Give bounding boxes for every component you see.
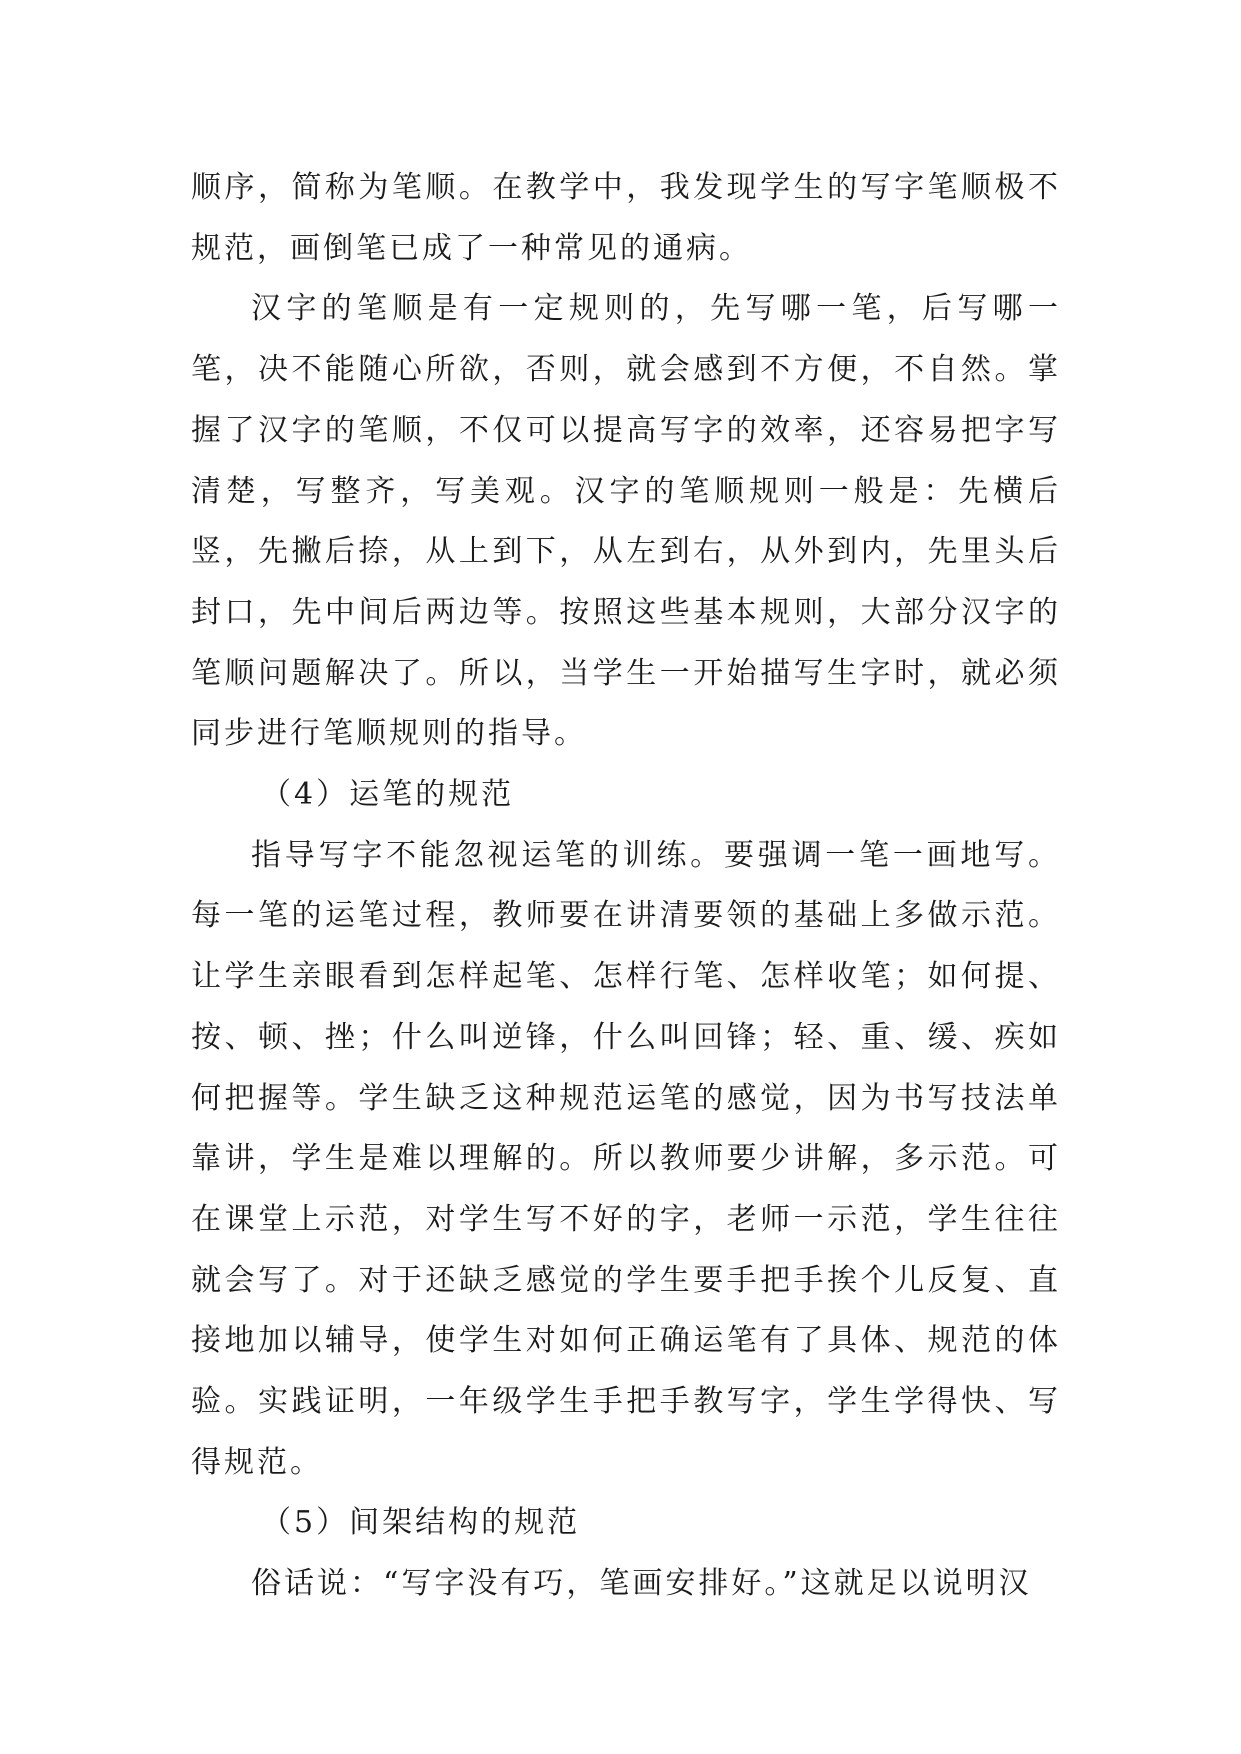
section-heading-5: （5）间架结构的规范 (261, 1505, 581, 1541)
paragraph-brush-technique: 指导写字不能忽视运笔的训练。要强调一笔一画地写。每一笔的运笔过程，教师要在讲清要领的基础上多做示范。让学生亲眼看到怎样起笔、怎样行笔、怎样收笔；如何提、按、顿、挫；什么叫逆锋，什么叫回锋；轻、重、缓、疾如何把握等。学生缺乏这种规范运笔的感觉，因为书写技法单靠讲，学生是难以理解的。所以教师要少讲解，多示范。可在课堂上示范，对学生写不好的字，老师一示范，学生往往就会写了。对于还缺乏感觉的学生要手把手挨个儿反复、直接地加以辅导，使学生对如何正确运笔有了具体、规范的体验。实践证明，一年级学生手把手教写字，学生学得快、写得规范。 (191, 837, 1061, 1480)
paragraph-continuation: 顺序，简称为笔顺。在教学中，我发现学生的写字笔顺极不规范，画倒笔已成了一种常见的通病。 (191, 170, 1061, 266)
document-body (191, 158, 1061, 1615)
section-heading-4: （4）运笔的规范 (261, 777, 515, 813)
paragraph-stroke-order-rules: 汉字的笔顺是有一定规则的，先写哪一笔，后写哪一笔，决不能随心所欲，否则，就会感到不方便，不自然。掌握了汉字的笔顺，不仅可以提高写字的效率，还容易把字写清楚，写整齐，写美观。汉字的笔顺规则一般是：先横后竖，先撇后捺，从上到下，从左到右，从外到内，先里头后封口，先中间后两边等。按照这些基本规则，大部分汉字的笔顺问题解决了。所以，当学生一开始描写生字时，就必须同步进行笔顺规则的指导。 (191, 291, 1061, 752)
paragraph-structure-intro: 俗话说：“写字没有巧，笔画安排好。”这就足以说明汉 (251, 1566, 1032, 1602)
